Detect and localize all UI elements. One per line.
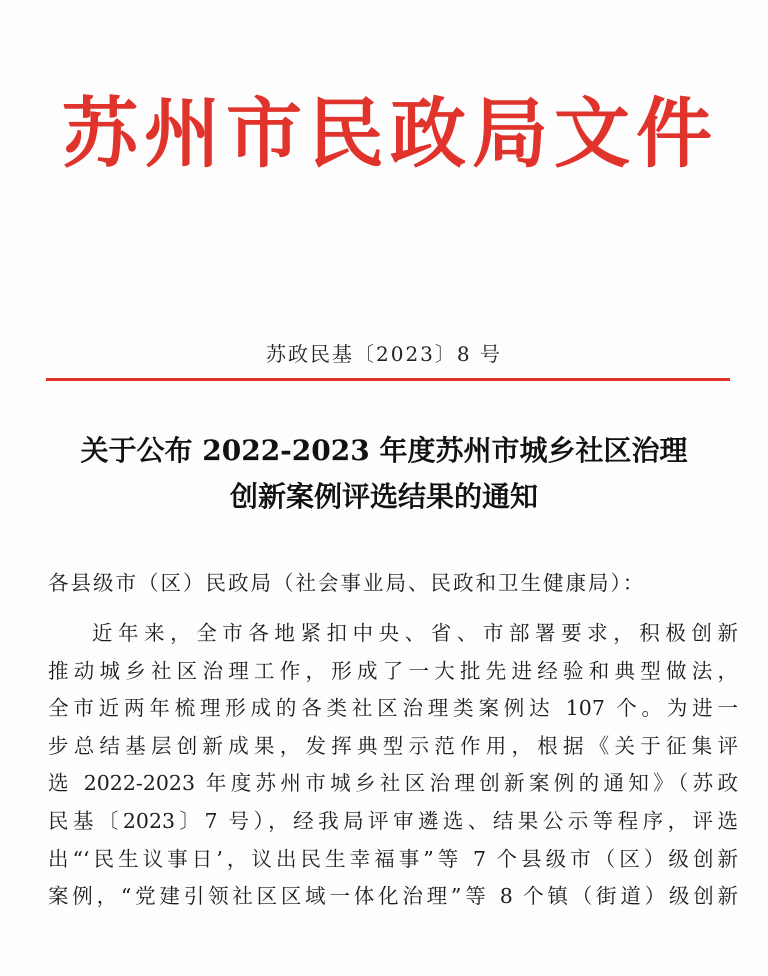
body-line: 选 2022-2023 年度苏州市城乡社区治理创新案例的通知》（苏政 (48, 771, 738, 796)
agency-header-title: 苏州市民政局文件 (62, 89, 718, 178)
body-line: 案例，“党建引领社区区域一体化治理”等 8 个镇（街道）级创新 (48, 884, 738, 909)
body-line: 出“‘民生议事日’，议出民生幸福事”等 7 个县级市（区）级创新 (48, 846, 738, 871)
notice-title (40, 428, 728, 520)
body-line: 步总结基层创新成果，发挥典型示范作用，根据《关于征集评 (48, 733, 738, 758)
addressee-line: 各县级市（区）民政局（社会事业局、民政和卫生健康局）： (48, 571, 646, 595)
body-line: 全市近两年梳理形成的各类社区治理类案例达 107 个。为进一 (48, 696, 738, 721)
red-divider-line (46, 378, 730, 381)
notice-title-line-1: 关于公布 2022-2023 年度苏州市城乡社区治理 (80, 434, 688, 467)
body-line: 民基〔2023〕7 号），经我局评审遴选、结果公示等程序，评选 (48, 808, 738, 833)
body-line: 近年来，全市各地紧扣中央、省、市部署要求，积极创新 (92, 621, 738, 645)
notice-body (48, 615, 738, 916)
notice-title-line-2: 创新案例评选结果的通知 (229, 480, 538, 513)
document-number: 苏政民基〔2023〕8 号 (266, 342, 502, 366)
body-line: 推动城乡社区治理工作，形成了一大批先进经验和典型做法， (48, 658, 738, 683)
